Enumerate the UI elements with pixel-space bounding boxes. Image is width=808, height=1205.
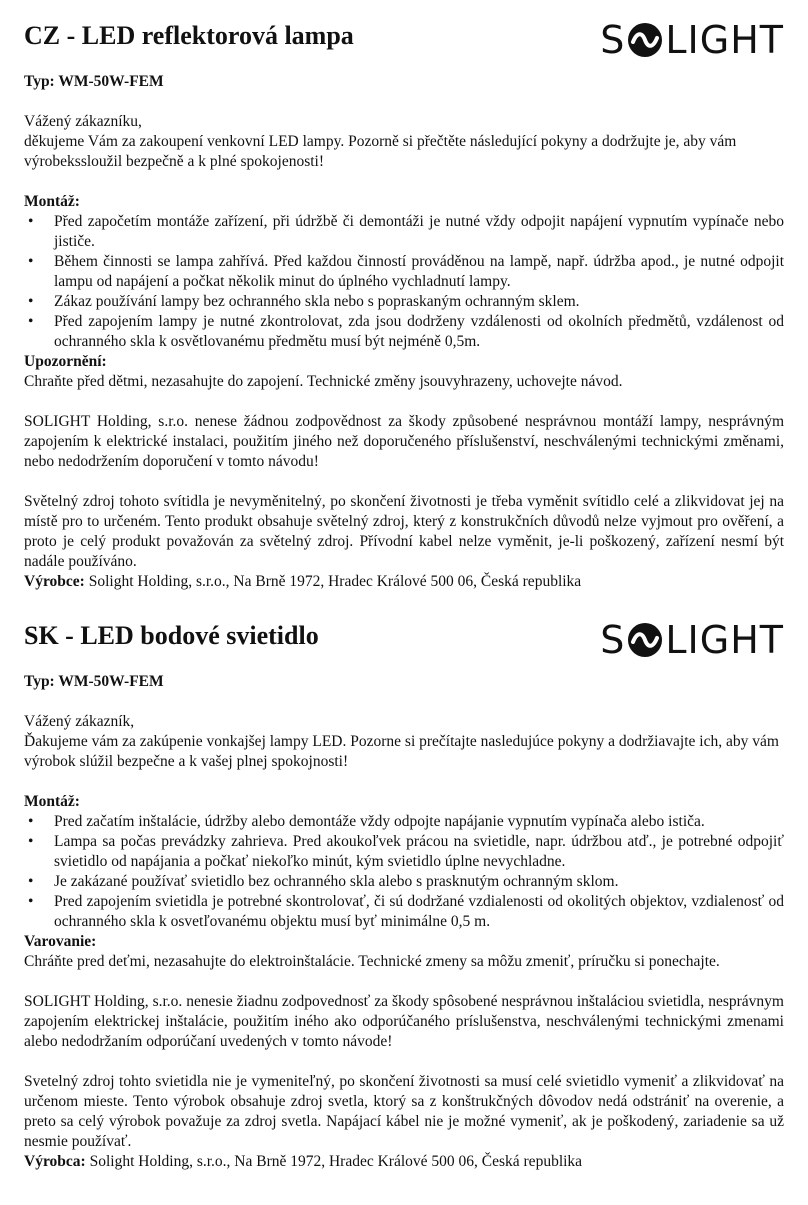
- cz-type: Typ: WM-50W-FEM: [24, 73, 164, 90]
- list-item: [24, 872, 784, 892]
- list-item-text: Pred začatím inštalácie, údržby alebo demontáže vždy odpojte napájanie vypnutím vypínača alebo ističa.: [54, 813, 705, 830]
- logo-letter-s: S: [600, 618, 626, 662]
- sk-greeting: Vážený zákazník,: [24, 713, 135, 730]
- list-item: [24, 212, 784, 252]
- list-item-text: Před započetím montáže zařízení, při údržbě či demontáži je nutné vždy odpojit napájení vypnutím vypínače nebo jističe.: [54, 213, 784, 250]
- bullet-icon: •: [28, 253, 34, 270]
- list-item-text: Před zapojením lampy je nutné zkontrolovat, zda jsou dodrženy vzdálenosti od okolních předmětů, vzdálenost od ochranného skla k osvětlovanému předmětu musí být nejméně 0,5m.: [54, 313, 784, 350]
- sk-mount-heading: Montáž:: [24, 793, 80, 810]
- bullet-icon: •: [28, 873, 34, 890]
- bullet-icon: •: [28, 313, 34, 330]
- logo-wave-icon: [627, 22, 663, 58]
- sk-title: SK - LED bodové svietidlo: [24, 621, 319, 650]
- cz-title: CZ - LED reflektorová lampa: [24, 21, 354, 50]
- sk-maker-label: Výrobca:: [24, 1153, 86, 1170]
- list-item: [24, 892, 784, 932]
- sk-mount-list: [24, 812, 784, 932]
- cz-light-block: [24, 492, 784, 592]
- sk-heading-row: [24, 618, 784, 662]
- list-item-text: Je zakázané používať svietidlo bez ochranného skla alebo s prasknutým ochranným sklom.: [54, 873, 619, 890]
- solight-logo: [600, 20, 784, 60]
- cz-warning-heading: Upozornění:: [24, 353, 107, 370]
- sk-light-source: Svetelný zdroj tohto svietidla nie je vymeniteľný, po skončení životnosti sa musí celé svietidlo vymeniť a zlikvidovať na určenom mieste. Tento výrobok obsahuje zdroj svetla, ktorý sa z konštrukčných dôvodov nedá odstrániť na overenie, a preto sa celý výrobok považuje za zdroj svetla. Napájací kábel nie je možné vymeniť, ak je poškodený, zariadenie sa už nesmie používať.: [24, 1073, 784, 1150]
- list-item: [24, 812, 784, 832]
- cz-mount-heading: Montáž:: [24, 193, 80, 210]
- list-item: [24, 832, 784, 872]
- cz-intro: děkujeme Vám za zakoupení venkovní LED lampy. Pozorně si přečtěte následující pokyny a dodržujte je, aby vám výrobekssloužil bezpečně a k plné spokojenosti!: [24, 133, 737, 170]
- cz-warning-text: Chraňte před dětmi, nezasahujte do zapojení. Technické změny jsouvyhrazeny, uchovejte návod.: [24, 373, 623, 390]
- sk-light-block: [24, 1072, 784, 1172]
- cz-section: [24, 18, 784, 592]
- bullet-icon: •: [28, 813, 34, 830]
- bullet-icon: •: [28, 293, 34, 310]
- bullet-icon: •: [28, 213, 34, 230]
- sk-intro: Ďakujeme vám za zakúpenie vonkajšej lampy LED. Pozorne si prečítajte nasledujúce pokyny a dodržiavajte ich, aby vám výrobok slúžil bezpečne a k vašej plnej spokojnosti!: [24, 733, 779, 770]
- logo-letters-light: LIGHT: [665, 618, 784, 662]
- list-item-text: Zákaz používání lampy bez ochranného skla nebo s popraskaným ochranným sklem.: [54, 293, 580, 310]
- cz-maker-label: Výrobce:: [24, 573, 85, 590]
- list-item-text: Pred zapojením svietidla je potrebné skontrolovať, či sú dodržané vzdialenosti od okolitých objektov, vzdialenosť od ochranného skla k osvetľovanému objektu musí byť minimálne 0,5 m.: [54, 893, 784, 930]
- solight-logo: [600, 620, 784, 660]
- list-item-text: Lampa sa počas prevádzky zahrieva. Pred akoukoľvek prácou na svietidle, napr. údržbou atď., je potrebné odpojiť svietidlo od napájania a počkať niekoľko minút, kým svietidlo úplne nevychladne.: [54, 833, 784, 870]
- logo-letters-light: LIGHT: [665, 18, 784, 62]
- list-item: [24, 292, 784, 312]
- bullet-icon: •: [28, 833, 34, 850]
- logo-letter-s: S: [600, 18, 626, 62]
- list-item-text: Během činnosti se lampa zahřívá. Před každou činností prováděnou na lampě, např. údržba apod., je nutné odpojit lampu od napájení a počkat několik minut do úplného vychladnutí lampy.: [54, 253, 784, 290]
- sk-warning-heading: Varovanie:: [24, 933, 97, 950]
- sk-intro-block: [24, 712, 784, 772]
- cz-mount-block: [24, 192, 784, 392]
- sk-mount-block: [24, 792, 784, 972]
- cz-greeting: Vážený zákazníku,: [24, 113, 142, 130]
- cz-mount-list: [24, 212, 784, 352]
- cz-light-source: Světelný zdroj tohoto svítidla je nevyměnitelný, po skončení životnosti je třeba vyměnit svítidlo celé a zlikvidovat jej na místě pro to určeném. Tento produkt obsahuje světelný zdroj, který z konstrukčních důvodů nelze vyjmout pro ověření, a proto je celý produkt považován za světelný zdroj. Přívodní kabel nelze vyměnit, je-li poškozený, zařízení nesmí být nadále používáno.: [24, 493, 784, 570]
- cz-heading-row: [24, 18, 784, 62]
- sk-maker: [24, 1152, 784, 1172]
- list-item: [24, 312, 784, 352]
- bullet-icon: •: [28, 893, 34, 910]
- cz-maker-text: Solight Holding, s.r.o., Na Brně 1972, Hradec Králové 500 06, Česká republika: [84, 573, 582, 590]
- cz-liability: SOLIGHT Holding, s.r.o. nenese žádnou zodpovědnost za škody způsobené nesprávnou montáží lampy, nesprávným zapojením k elektrické instalaci, použitím jiného než doporučeného příslušenství, neschválenými technickými změnami, nebo nedodržením doporučení v tomto návodu!: [24, 413, 784, 470]
- logo-wave-icon: [627, 622, 663, 658]
- cz-intro-block: [24, 112, 784, 172]
- sk-warning-text: Chráňte pred deťmi, nezasahujte do elektroinštalácie. Technické zmeny sa môžu zmeniť, príručku si ponechajte.: [24, 953, 720, 970]
- cz-maker: [24, 572, 784, 592]
- list-item: [24, 252, 784, 292]
- sk-liability: SOLIGHT Holding, s.r.o. nenesie žiadnu zodpovednosť za škody spôsobené nesprávnou inštaláciou svietidla, nesprávnym zapojením elektrickej inštalácie, použitím iného ako odporúčaného príslušenstva, neschválenými technickými zmenami alebo nedodržaním odporúčaní uvedených v tomto návode!: [24, 993, 784, 1050]
- sk-section: [24, 618, 784, 1172]
- sk-maker-text: Solight Holding, s.r.o., Na Brně 1972, Hradec Králové 500 06, Česká republika: [85, 1153, 583, 1170]
- sk-type: Typ: WM-50W-FEM: [24, 673, 164, 690]
